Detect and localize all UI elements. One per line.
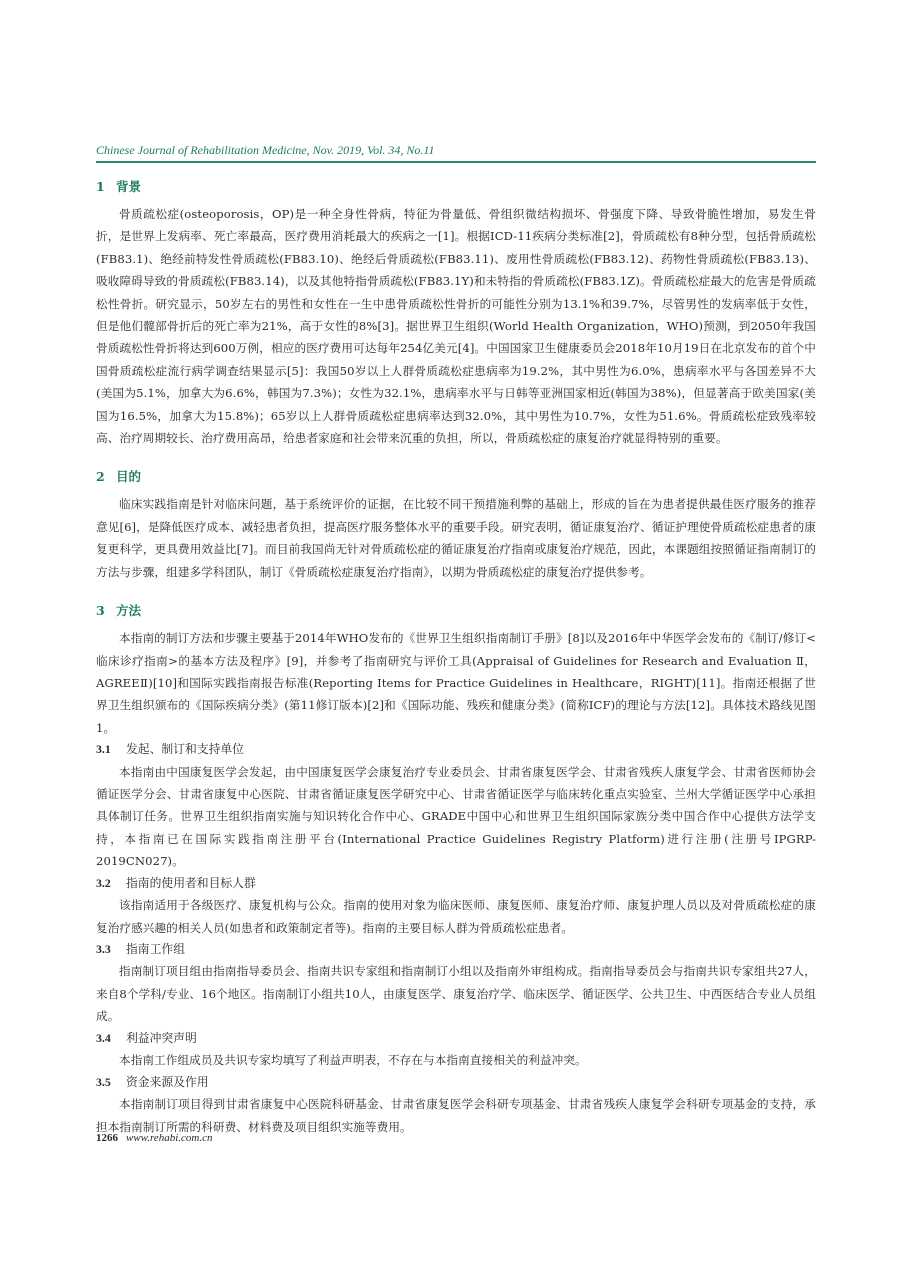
subsection-title: 资金来源及作用 xyxy=(126,1074,209,1089)
header-rule xyxy=(96,161,816,163)
section-title: 背景 xyxy=(116,179,142,194)
paragraph: 临床实践指南是针对临床问题，基于系统评价的证据，在比较不同干预措施利弊的基础上，形成的旨在为患者提供最佳医疗服务的推荐意见[6]，是降低医疗成本、减轻患者负担，提高医疗服务整体水平的重要手段。研究表明，循证康复治疗、循证护理使骨质疏松症患者的康复更科学，更具费用效益比[7]。而目前我国尚无针对骨质疏松症的循证康复治疗指南或康复治疗规范，因此，本课题组按照循证指南制订的方法与步骤，组建多学科团队，制订《骨质疏松症康复治疗指南》，以期为骨质疏松症的康复治疗提供参考。 xyxy=(96,497,816,579)
section-methods xyxy=(96,600,816,1138)
paragraph: 本指南由中国康复医学会发起，由中国康复医学会康复治疗专业委员会、甘肃省康复医学会、甘肃省残疾人康复学会、甘肃省医师协会循证医学分会、甘肃省康复中心医院、甘肃省循证康复医学研究中心、甘肃省循证医学与临床转化重点实验室、兰州大学循证医学中心承担具体制订任务。世界卫生组织指南实施与知识转化合作中心、GRADE中国中心和世界卫生组织国际家族分类中国合作中心提供方法学支持，本指南已在国际实践指南注册平台(International Practice Guidelines Registry Platform)进行注册(注册号IPGRP-2019CN027)。 xyxy=(96,764,816,869)
journal-header: Chinese Journal of Rehabilitation Medicine, Nov. 2019, Vol. 34, No.11 xyxy=(96,143,435,157)
section-heading xyxy=(96,176,816,198)
paragraph: 本指南的制订方法和步骤主要基于2014年WHO发布的《世界卫生组织指南制订手册》[8]以及2016年中华医学会发布的《制订/修订<临床诊疗指南>的基本方法及程序》[9]，并参考了指南研究与评价工具(Appraisal of Guidelines for Research and Evaluation Ⅱ，AGREEⅡ)[10]和国际实践指南报告标准(Reporting Items for Practice Guidelines in Healthcare，RIGHT)[11]。指南还根据了世界卫生组织颁布的《国际疾病分类》(第11修订版本)[2]和《国际功能、残疾和健康分类》(简称ICF)的理论与方法[12]。具体技术路线见图1。 xyxy=(96,631,816,735)
subsection-heading xyxy=(96,739,816,761)
section-number: 1 xyxy=(96,179,105,194)
paragraph: 骨质疏松症(osteoporosis，OP)是一种全身性骨病，特征为骨量低、骨组织微结构损坏、骨强度下降、导致骨脆性增加，易发生骨折，是世界上发病率、死亡率最高，医疗费用消耗最大的疾病之一[1]。根据ICD-11疾病分类标准[2]，骨质疏松有8种分型，包括骨质疏松(FB83.1)、绝经前特发性骨质疏松(FB83.10)、绝经后骨质疏松(FB83.11)、废用性骨质疏松(FB83.12)、药物性骨质疏松(FB83.13)、吸收障碍导致的骨质疏松(FB83.14)，以及其他特指骨质疏松(FB83.1Y)和未特指的骨质疏松(FB83.1Z)。骨质疏松症最大的危害是骨质疏松性骨折。研究显示，50岁左右的男性和女性在一生中患骨质疏松性骨折的可能性分别为13.1%和39.7%，尽管男性的发病率低于女性，但是他们髋部骨折后的死亡率为21%，高于女性的8%[3]。据世界卫生组织(World Health Organization，WHO)预测，到2050年我国骨质疏松性骨折将达到600万例，相应的医疗费用可达每年254亿美元[4]。中国国家卫生健康委员会2018年10月19日在北京发布的首个中国骨质疏松症流行病学调查结果显示[5]：我国50岁以上人群骨质疏松症患病率为19.2%，其中男性为6.0%，患病率水平与各国差异不大(美国为5.1%，加拿大为6.6%，韩国为7.3%)；女性为32.1%，患病率水平与日韩等亚洲国家相近(韩国为38%)，但显著高于欧美国家(美国为16.5%，加拿大为15.8%)；65岁以上人群骨质疏松症患病率达到32.0%，其中男性为10.7%，女性为51.6%。骨质疏松症致残率较高、治疗周期较长、治疗费用高昂，给患者家庭和社会带来沉重的负担，所以，骨质疏松症的康复治疗就显得特别的重要。 xyxy=(96,207,816,446)
paragraph: 指南制订项目组由指南指导委员会、指南共识专家组和指南制订小组以及指南外审组构成。指南指导委员会与指南共识专家组共27人，来自8个学科/专业、16个地区。指南制订小组共10人，由康复医学、康复治疗学、临床医学、循证医学、公共卫生、中西医结合专业人员组成。 xyxy=(96,964,816,1024)
paragraph: 本指南工作组成员及共识专家均填写了利益声明表，不存在与本指南直接相关的利益冲突。 xyxy=(119,1053,587,1068)
subsection-heading xyxy=(96,1072,816,1094)
subsection-number: 3.5 xyxy=(96,1074,111,1089)
section-background xyxy=(96,176,816,449)
subsection-heading xyxy=(96,873,816,895)
subsection-title: 指南工作组 xyxy=(126,941,185,956)
article-body xyxy=(96,176,816,1155)
section-title: 方法 xyxy=(116,603,142,619)
journal-website: www.rehabi.com.cn xyxy=(126,1132,213,1144)
subsection-number: 3.2 xyxy=(96,875,111,890)
subsection-title: 利益冲突声明 xyxy=(126,1030,197,1045)
subsection-number: 3.1 xyxy=(96,742,111,757)
section-title: 目的 xyxy=(116,469,142,485)
subsection-heading xyxy=(96,939,816,961)
subsection-number: 3.3 xyxy=(96,941,111,956)
subsection-title: 发起、制订和支持单位 xyxy=(126,742,244,757)
section-heading xyxy=(96,466,816,488)
page-footer xyxy=(96,1131,212,1144)
paragraph: 该指南适用于各级医疗、康复机构与公众。指南的使用对象为临床医师、康复医师、康复治疗师、康复护理人员以及对骨质疏松症的康复治疗感兴趣的相关人员(如患者和政策制定者等)。指南的主要目标人群为骨质疏松症患者。 xyxy=(96,898,816,935)
page-number: 1266 xyxy=(96,1132,118,1144)
subsection-heading xyxy=(96,1028,816,1050)
subsection-number: 3.4 xyxy=(96,1030,111,1045)
section-purpose xyxy=(96,466,816,583)
paragraph: 本指南制订项目得到甘肃省康复中心医院科研基金、甘肃省康复医学会科研专项基金、甘肃省残疾人康复学会科研专项基金的支持，承担本指南制订所需的科研费、材料费及项目组织实施等费用。 xyxy=(96,1097,816,1134)
subsection-title: 指南的使用者和目标人群 xyxy=(126,875,256,890)
section-heading xyxy=(96,600,816,622)
section-number: 2 xyxy=(96,469,105,485)
section-number: 3 xyxy=(96,603,105,619)
